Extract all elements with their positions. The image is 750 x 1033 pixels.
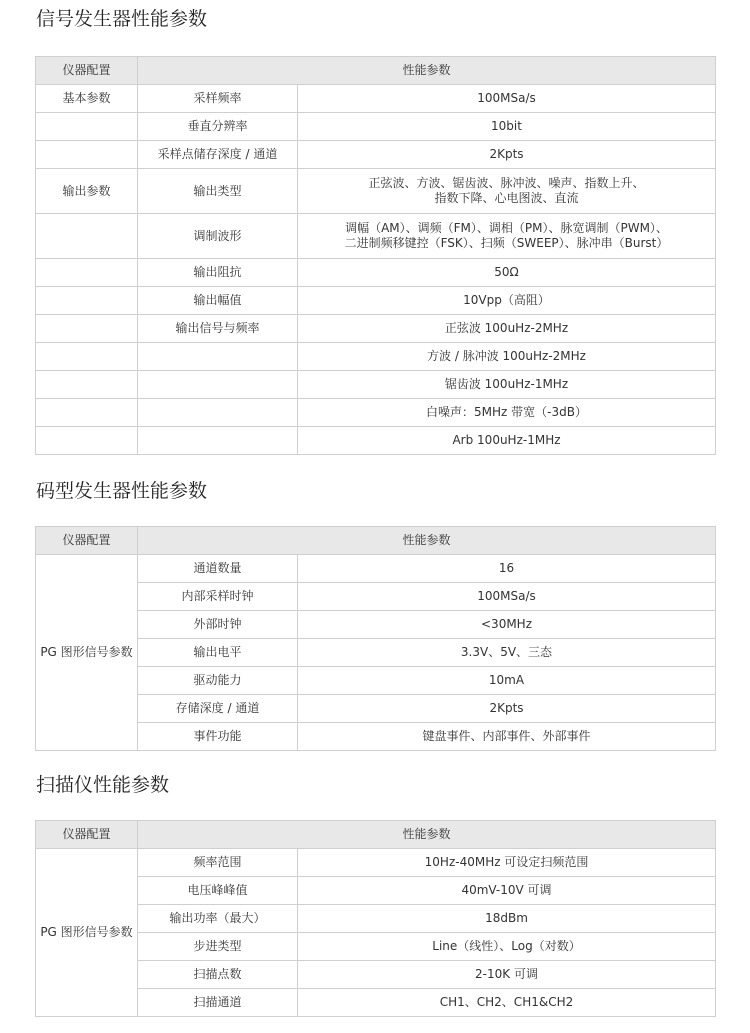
param-value: 3.3V、5V、三态 (298, 639, 716, 667)
param-value: 2Kpts (298, 141, 716, 169)
param-name: 输出功率（最大） (138, 905, 298, 933)
header-params: 性能参数 (138, 57, 716, 85)
table-row (36, 371, 716, 399)
group-cell (36, 259, 138, 287)
param-value: 100MSa/s (298, 583, 716, 611)
table-header-row (36, 527, 716, 555)
param-value: Line（线性）、Log（对数） (298, 933, 716, 961)
header-config: 仪器配置 (36, 527, 138, 555)
section-title-sweeper: 扫描仪性能参数 (36, 774, 170, 796)
param-value: 10Vpp（高阻） (298, 287, 716, 315)
table-row (36, 427, 716, 455)
param-value: 16 (298, 555, 716, 583)
group-cell (36, 343, 138, 371)
param-name (138, 399, 298, 427)
param-value: 白噪声：5MHz 带宽（-3dB） (298, 399, 716, 427)
param-name: 垂直分辨率 (138, 113, 298, 141)
param-value: 10mA (298, 667, 716, 695)
param-name (138, 371, 298, 399)
param-value: 方波 / 脉冲波 100uHz-2MHz (298, 343, 716, 371)
table-row (36, 169, 716, 214)
table-row (36, 287, 716, 315)
param-value: 10bit (298, 113, 716, 141)
param-name: 电压峰峰值 (138, 877, 298, 905)
table-row (36, 933, 716, 961)
group-cell: 输出参数 (36, 169, 138, 214)
value-line: 正弦波、方波、锯齿波、脉冲波、噪声、指数上升、 (368, 176, 645, 190)
table-header-row (36, 821, 716, 849)
param-value: 正弦波 100uHz-2MHz (298, 315, 716, 343)
group-cell (36, 371, 138, 399)
section-title-pattern-generator: 码型发生器性能参数 (36, 480, 208, 502)
param-name: 步进类型 (138, 933, 298, 961)
signal-generator-spec-table (35, 56, 716, 455)
param-name: 输出电平 (138, 639, 298, 667)
param-name (138, 427, 298, 455)
header-config: 仪器配置 (36, 57, 138, 85)
param-name: 采样点储存深度 / 通道 (138, 141, 298, 169)
group-cell (36, 141, 138, 169)
group-cell (36, 214, 138, 259)
table-header-row (36, 57, 716, 85)
param-value: 2-10K 可调 (298, 961, 716, 989)
group-cell (36, 427, 138, 455)
table-row (36, 214, 716, 259)
param-value: 10Hz-40MHz 可设定扫频范围 (298, 849, 716, 877)
sweeper-spec-table (35, 820, 716, 1017)
table-row (36, 905, 716, 933)
param-value: 18dBm (298, 905, 716, 933)
param-value: 50Ω (298, 259, 716, 287)
table-row (36, 611, 716, 639)
param-name: 输出阻抗 (138, 259, 298, 287)
param-value: 锯齿波 100uHz-1MHz (298, 371, 716, 399)
param-name: 驱动能力 (138, 667, 298, 695)
param-name: 存储深度 / 通道 (138, 695, 298, 723)
group-cell: PG 图形信号参数 (36, 849, 138, 1017)
param-name: 输出类型 (138, 169, 298, 214)
param-value: 键盘事件、内部事件、外部事件 (298, 723, 716, 751)
param-value: 2Kpts (298, 695, 716, 723)
table-row (36, 583, 716, 611)
table-row (36, 315, 716, 343)
table-row (36, 399, 716, 427)
table-row (36, 555, 716, 583)
param-value: CH1、CH2、CH1&CH2 (298, 989, 716, 1017)
header-params: 性能参数 (138, 527, 716, 555)
param-value: Arb 100uHz-1MHz (298, 427, 716, 455)
section-title-signal-generator: 信号发生器性能参数 (36, 8, 208, 30)
param-name: 频率范围 (138, 849, 298, 877)
group-cell: PG 图形信号参数 (36, 555, 138, 751)
value-line: 二进制频移键控（FSK）、扫频（SWEEP）、脉冲串（Burst） (344, 236, 669, 250)
table-row (36, 113, 716, 141)
table-row (36, 667, 716, 695)
param-value: <30MHz (298, 611, 716, 639)
table-row (36, 639, 716, 667)
value-line: 调幅（AM）、调频（FM）、调相（PM）、脉宽调制（PWM）、 (345, 221, 668, 235)
param-name: 采样频率 (138, 85, 298, 113)
table-row (36, 877, 716, 905)
header-params: 性能参数 (138, 821, 716, 849)
param-name: 事件功能 (138, 723, 298, 751)
param-name: 扫描通道 (138, 989, 298, 1017)
param-name (138, 343, 298, 371)
param-name: 通道数量 (138, 555, 298, 583)
table-row (36, 849, 716, 877)
table-row (36, 343, 716, 371)
param-name: 外部时钟 (138, 611, 298, 639)
group-cell (36, 113, 138, 141)
group-cell (36, 287, 138, 315)
table-row (36, 141, 716, 169)
param-value (298, 214, 716, 259)
group-cell: 基本参数 (36, 85, 138, 113)
table-row (36, 723, 716, 751)
table-row (36, 961, 716, 989)
group-cell (36, 315, 138, 343)
param-name: 内部采样时钟 (138, 583, 298, 611)
table-row (36, 85, 716, 113)
param-value: 100MSa/s (298, 85, 716, 113)
header-config: 仪器配置 (36, 821, 138, 849)
group-cell (36, 399, 138, 427)
param-name: 调制波形 (138, 214, 298, 259)
table-row (36, 695, 716, 723)
value-line: 指数下降、心电图波、直流 (434, 191, 579, 205)
param-name: 输出幅值 (138, 287, 298, 315)
param-name: 扫描点数 (138, 961, 298, 989)
param-name: 输出信号与频率 (138, 315, 298, 343)
param-value: 40mV-10V 可调 (298, 877, 716, 905)
pattern-generator-spec-table (35, 526, 716, 751)
table-row (36, 259, 716, 287)
param-value (298, 169, 716, 214)
table-row (36, 989, 716, 1017)
